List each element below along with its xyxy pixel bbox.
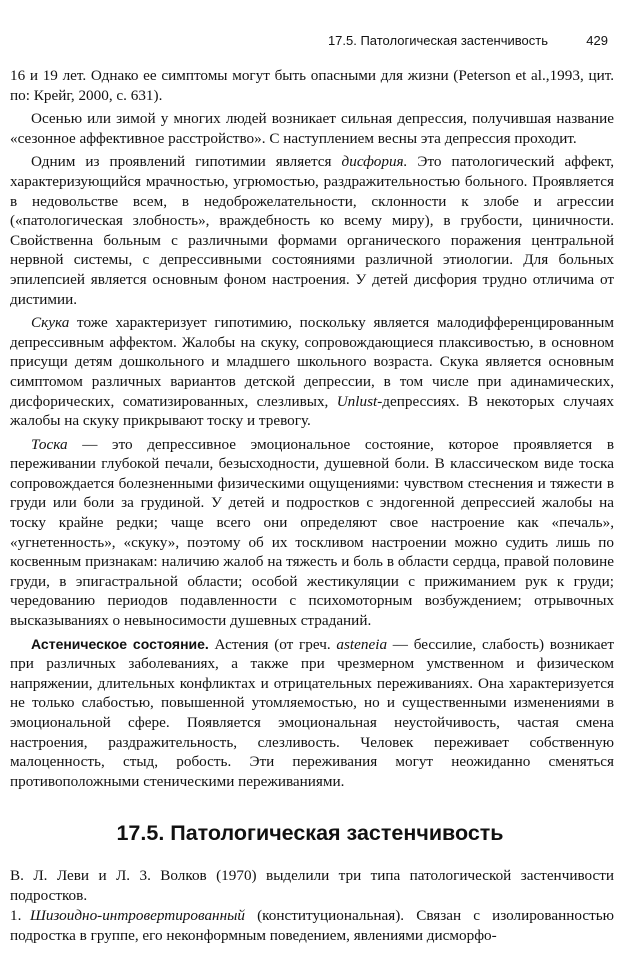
paragraph-text: Астения (от греч. — [208, 635, 337, 653]
paragraph-text: -депрессиях. В некоторых случаях жалобы на скуку прикрывают тоску и тревогу. — [10, 392, 614, 430]
paragraph-text: Это патологический аффект, характеризующийся мрачностью, угрюмостью, раздражительностью больного. Проявляется в недовольстве всем, в недоброжелательности, склонности к злобе и агрессии («патологическая злобность», враждебность ко всему миру), в грубости, циничности. Свойственна больным с различными формами органического поражения центральной нервной системы, с депрессивными состояниями различной этиологии. Для больных эпилепсией является основным фоном настроения. У детей дисфория трудно отличима от дистимии. — [10, 153, 614, 308]
paragraph-text: — бессилие, слабость) возникает при различных заболеваниях, а также при чрезмерном умственном и физическом напряжении, длительных конфликтах и отрицательных переживаниях. Она характеризуется не только слабостью, повышенной утомляемостью, но и существенными изменениями в эмоциональной сфере. Появляется эмоциональная неустойчивость, частая смена настроения, раздражительность, слезливость. Человек переживает собственную малоценность, стыд, робость. Эти переживания могут неожиданно сменяться противоположными стеническими переживаниями. — [10, 635, 614, 790]
section-body — [10, 866, 614, 946]
term-asteneia: asteneia — [336, 635, 388, 653]
paragraph-asthenia — [10, 635, 614, 792]
term-dysphoria: дисфория. — [341, 153, 408, 171]
list-item — [10, 906, 614, 945]
body-text — [10, 66, 614, 795]
page-number: 429 — [586, 33, 608, 48]
term-unlust: Unlust — [336, 392, 378, 410]
run-in-heading-asthenia: Астеническое состояние. — [31, 635, 209, 652]
running-title: 17.5. Патологическая застенчивость — [327, 33, 548, 48]
paragraph-continuation: 16 и 19 лет. Однако ее симптомы могут быть опасными для жизни (Peterson et al.,1993, цит. по: Крейг, 2000, с. 631). — [10, 67, 614, 104]
paragraph-text: тоже характеризует гипотимию, поскольку является малодифференцированным депрессивным аффектом. Жалобы на скуку, сопровождающиеся плаксивостью, в основном присущи детям дошкольного и младшего школьного возраста. Скука является основным симптомом различных вариантов детской депрессии, в том числе при адинамических, дисфорических, соматизированных, слезливых, — [10, 314, 614, 410]
paragraph-text: — это депрессивное эмоциональное состояние, которое проявляется в переживании глубокой печали, безысходности, душевной боли. В классическом виде тоска сопровождается болезненными физическими ощущениями: чувством стеснения и тяжести в груди или боли за грудиной. У детей и подростков с эндогенной депрессией жалобы на тоску крайне редки; чаще всего они определяют свое настроение как «печаль», «угнетенность», «скуку», поэтому об их тоскливом настроении можно судить лишь по косвенным признакам: наличию жалоб на тяжесть и боль в области сердца, правой половине груди, в эпигастральной области; особой жестикуляции с прижиманием рук к груди; чередованию периодов подавленности с психомоторным возбуждением; отрывочных высказываниях о невыносимости душевных страданий. — [10, 435, 614, 630]
paragraph-seasonal-depression: Осенью или зимой у многих людей возникает сильная депрессия, получившая название «сезонное аффективное расстройство». С наступлением весны эта депрессия проходит. — [10, 110, 614, 147]
term-schizoid-introverted: Шизоидно-интровертированный — [30, 907, 246, 925]
page-header — [0, 33, 620, 53]
list-item-number: 1. — [10, 907, 22, 925]
paragraph-dysphoria — [10, 152, 614, 309]
paragraph-anguish — [10, 435, 614, 631]
term-anguish: Тоска — [31, 435, 68, 453]
paragraph-boredom — [10, 313, 614, 431]
section-intro: В. Л. Леви и Л. 3. Волков (1970) выделили три типа патологической застенчивости подростков. — [10, 867, 614, 904]
list-item-text: (конституциональная). Связан с изолированностью подростка в группе, его неконформным поведением, явлениями дисморфо- — [10, 907, 614, 944]
term-boredom: Скука — [31, 314, 70, 332]
paragraph-text: Одним из проявлений гипотимии является — [31, 153, 342, 171]
section-heading: 17.5. Патологическая застенчивость — [116, 821, 504, 845]
